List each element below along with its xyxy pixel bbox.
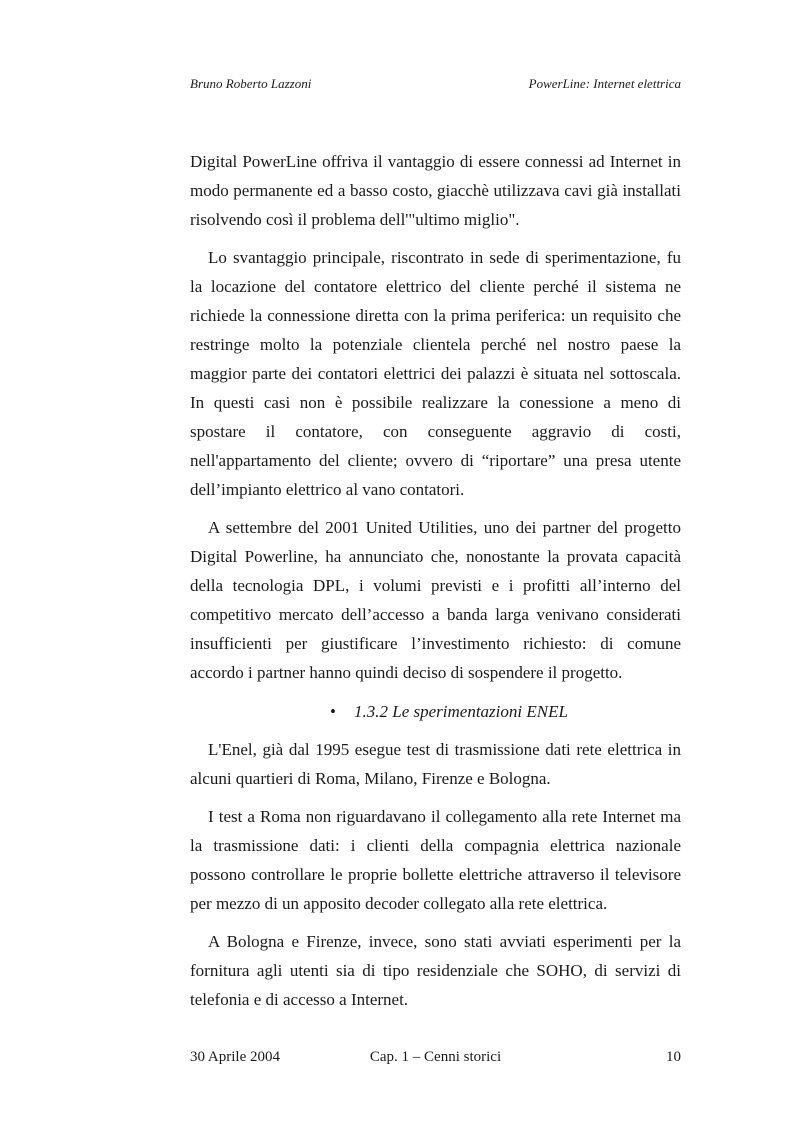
paragraph: L'Enel, già dal 1995 esegue test di trasmissione dati rete elettrica in alcuni quartieri di Roma, Milano, Firenze e Bologna.: [190, 740, 681, 788]
header-title: PowerLine: Internet elettrica: [528, 76, 681, 91]
page-footer: [190, 1049, 681, 1069]
page-header: [190, 76, 681, 96]
footer-date: 30 Aprile 2004: [190, 1049, 280, 1065]
paragraph: Digital PowerLine offriva il vantaggio di essere connessi ad Internet in modo permanente ed a basso costo, giacchè utilizzava cavi già installati risolvendo così il problema dell'"ultimo miglio".: [190, 152, 681, 229]
paragraph: I test a Roma non riguardavano il collegamento alla rete Internet ma la trasmissione dati: i clienti della compagnia elettrica nazionale possono controllare le proprie bollette elettriche attraverso il televisore per mezzo di un apposito decoder collegato alla rete elettrica.: [190, 807, 681, 913]
section-heading: [330, 697, 681, 726]
page-body: [190, 147, 681, 1014]
paragraph: A settembre del 2001 United Utilities, uno dei partner del progetto Digital Powerline, ha annunciato che, nonostante la provata capacità della tecnologia DPL, i volumi previsti e i profitti all’interno del competitivo mercato dell’accesso a banda larga venivano considerati insufficienti per giustificare l’investimento richiesto: di comune accordo i partner hanno quindi deciso di sospendere il progetto.: [190, 518, 681, 682]
section-title: 1.3.2 Le sperimentazioni ENEL: [354, 702, 568, 721]
paragraph: Lo svantaggio principale, riscontrato in sede di sperimentazione, fu la locazione del contatore elettrico del cliente perché il sistema ne richiede la connessione diretta con la prima periferica: un requisito che restringe molto la potenziale clientela perché nel nostro paese la maggior parte dei contatori elettrici dei palazzi è situata nel sottoscala. In questi casi non è possibile realizzare la conessione a meno di spostare il contatore, con conseguente aggravio di costi, nell'appartamento del cliente; ovvero di “riportare” una presa utente dell’impianto elettrico al vano contatori.: [190, 248, 681, 499]
footer-chapter: Cap. 1 – Cenni storici: [369, 1049, 502, 1065]
page-number: 10: [666, 1049, 681, 1065]
header-author: Bruno Roberto Lazzoni: [190, 76, 312, 91]
bullet-icon: •: [330, 702, 336, 721]
paragraph: A Bologna e Firenze, invece, sono stati avviati esperimenti per la fornitura agli utenti sia di tipo residenziale che SOHO, di servizi di telefonia e di accesso a Internet.: [190, 932, 681, 1009]
